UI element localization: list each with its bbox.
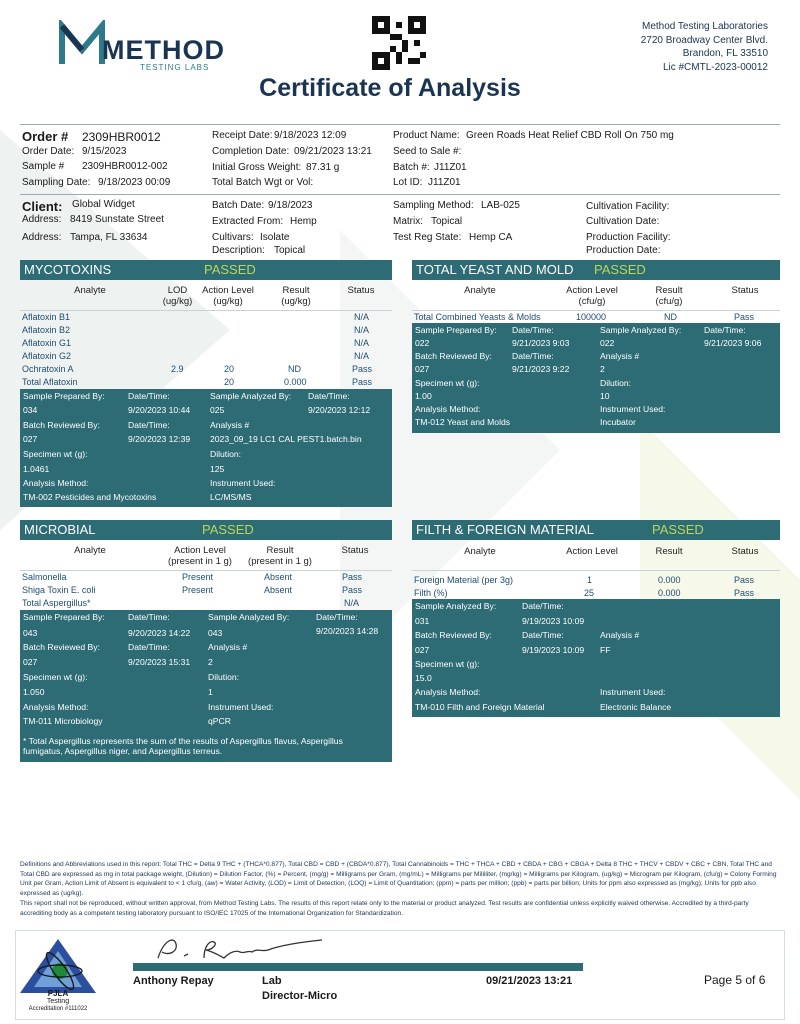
- section-title: TOTAL YEAST AND MOLD: [416, 262, 574, 277]
- pjla-accreditation: Accreditation #111022: [28, 1006, 88, 1012]
- status: Pass: [352, 377, 373, 387]
- dilution-label: Dilution:: [208, 672, 240, 682]
- reviewed-by-label: Batch Reviewed By:: [415, 630, 492, 640]
- analyzed-by-label: Sample Analyzed By:: [208, 612, 290, 622]
- column-header: Status: [731, 285, 759, 296]
- order-number: 2309HBR0012: [82, 130, 161, 144]
- result: 0.000: [284, 377, 307, 387]
- cultivation-facility-label: Cultivation Facility:: [586, 201, 670, 212]
- table-row: [414, 587, 780, 599]
- datetime-label: Date/Time:: [128, 391, 170, 401]
- analyzed-datetime: 9/20/2023 12:12: [308, 405, 371, 415]
- instrument: Electronic Balance: [600, 702, 672, 712]
- client-label: Client:: [22, 199, 63, 214]
- divider: [20, 194, 780, 195]
- completion-label: Completion Date:: [212, 146, 290, 157]
- analyzed-by: 022: [600, 338, 615, 348]
- analyzed-by-label: Sample Analyzed By:: [600, 325, 682, 335]
- page-title: Certificate of Analysis: [259, 74, 521, 102]
- analyte: Total Aflatoxin: [22, 377, 78, 387]
- status: N/A: [344, 598, 360, 608]
- instrument-label: Instrument Used:: [600, 687, 666, 697]
- result: ND: [288, 364, 301, 374]
- client-city: Tampa, FL 33634: [70, 232, 148, 243]
- analyte: Total Aspergillus*: [22, 598, 91, 608]
- action-level: 20: [224, 377, 235, 387]
- action-level: 1: [587, 575, 593, 585]
- prepared-datetime: 9/20/2023 14:22: [128, 628, 191, 638]
- sampling-date: 9/18/2023 00:09: [98, 177, 171, 188]
- reviewed-by-label: Batch Reviewed By:: [23, 642, 100, 652]
- dilution: 1: [208, 687, 213, 697]
- column-header: Action Level (present in 1 g): [168, 545, 232, 567]
- column-header: Result (ug/kg): [281, 285, 311, 307]
- table-row: [22, 584, 392, 596]
- batch-date-label: Batch Date:: [212, 200, 265, 211]
- product-label: Product Name:: [393, 130, 460, 141]
- column-header: Action Level: [566, 546, 618, 557]
- dilution-label: Dilution:: [600, 378, 632, 388]
- dilution-label: Dilution:: [210, 449, 242, 459]
- specimen-label: Specimen wt (g):: [415, 659, 480, 669]
- signer-role-line1: Lab: [262, 975, 282, 987]
- reviewed-by-label: Batch Reviewed By:: [415, 351, 492, 361]
- analysis-number: 2023_09_19 LC1 CAL PEST1.batch.bin: [210, 434, 362, 444]
- reg-state-label: Test Reg State:: [393, 232, 462, 243]
- cultivars-label: Cultivars:: [212, 232, 254, 243]
- column-header: Result: [655, 546, 683, 557]
- section-title: MICROBIAL: [24, 522, 96, 537]
- analysis-method: TM-011 Microbiology: [23, 716, 103, 726]
- prepared-datetime: 9/20/2023 10:44: [128, 405, 191, 415]
- sample-label: Sample #: [22, 161, 65, 172]
- method-label: Analysis Method:: [23, 702, 89, 712]
- datetime-label: Date/Time:: [522, 630, 564, 640]
- analysis-label: Analysis #: [600, 630, 640, 640]
- analysis-label: Analysis #: [600, 351, 640, 361]
- datetime-label: Date/Time:: [316, 612, 358, 622]
- reviewed-by: 027: [23, 434, 38, 444]
- table-row: [22, 376, 392, 388]
- batch-label: Batch #:: [393, 162, 430, 173]
- order-date-label: Order Date:: [22, 146, 75, 157]
- address-label: Address:: [22, 214, 62, 225]
- pjla-seal: [18, 935, 98, 1015]
- datetime-label: Date/Time:: [522, 601, 564, 611]
- sampling-method-label: Sampling Method:: [393, 200, 474, 211]
- instrument: qPCR: [208, 716, 231, 726]
- extracted-from: Hemp: [290, 216, 317, 227]
- reviewed-by-label: Batch Reviewed By:: [23, 420, 100, 430]
- status-badge: PASSED: [652, 522, 704, 537]
- method-label: Analysis Method:: [23, 478, 89, 488]
- specimen-label: Specimen wt (g):: [23, 672, 88, 682]
- action-level: Present: [182, 585, 214, 595]
- completion-date: 09/21/2023 13:21: [294, 146, 372, 157]
- status: Pass: [352, 364, 373, 374]
- analyte: Ochratoxin A: [22, 364, 74, 374]
- column-header: Status: [731, 546, 759, 557]
- column-header: Status: [341, 545, 369, 556]
- divider: [412, 570, 780, 571]
- analyte: Salmonella: [22, 572, 67, 582]
- result: Absent: [264, 585, 293, 595]
- table-row: [414, 574, 780, 586]
- cultivation-date-label: Cultivation Date:: [586, 216, 660, 227]
- column-header: Analyte: [74, 545, 106, 556]
- analysis-method: TM-002 Pesticides and Mycotoxins: [23, 492, 157, 502]
- matrix-label: Matrix:: [393, 216, 423, 227]
- status: N/A: [354, 351, 370, 361]
- status: Pass: [342, 572, 363, 582]
- analyte: Shiga Toxin E. coli: [22, 585, 96, 595]
- yeast-mold-details: [412, 323, 780, 433]
- status-badge: PASSED: [204, 262, 256, 277]
- table-row: [22, 350, 392, 362]
- prepared-by-label: Sample Prepared By:: [415, 325, 497, 335]
- analyte: Foreign Material (per 3g): [414, 575, 514, 585]
- lot-id: J11Z01: [428, 177, 461, 188]
- column-header: Analyte: [74, 285, 106, 296]
- table-row: [22, 337, 392, 349]
- column-header: Status: [347, 285, 375, 296]
- status: Pass: [734, 575, 755, 585]
- analyzed-by-label: Sample Analyzed By:: [415, 601, 497, 611]
- pjla-logo-icon: [18, 935, 98, 997]
- address2-label: Address:: [22, 232, 62, 243]
- sampling-date-label: Sampling Date:: [22, 177, 91, 188]
- reg-state: Hemp CA: [469, 232, 513, 243]
- analysis-number: FF: [600, 645, 611, 655]
- reviewed-by: 027: [415, 645, 430, 655]
- table-row: [22, 324, 392, 336]
- result: ND: [664, 312, 677, 322]
- page-number: Page 5 of 6: [704, 973, 766, 987]
- lab-city: Brandon, FL 33510: [682, 48, 768, 59]
- column-header: Action Level (cfu/g): [566, 285, 618, 307]
- production-facility-label: Production Facility:: [586, 232, 671, 243]
- section-title: MYCOTOXINS: [24, 262, 112, 277]
- datetime-label: Date/Time:: [512, 325, 554, 335]
- column-header: LOD (ug/kg): [162, 285, 193, 307]
- result: Absent: [264, 572, 293, 582]
- specimen-weight: 1.00: [415, 391, 432, 401]
- reviewed-datetime: 9/20/2023 15:31: [128, 657, 191, 667]
- analysis-label: Analysis #: [210, 420, 250, 430]
- divider: [20, 124, 780, 125]
- microbial-details: [20, 610, 392, 762]
- prepared-by-label: Sample Prepared By:: [23, 391, 105, 401]
- analyzed-datetime: 9/20/2023 14:28: [316, 626, 379, 636]
- sampling-method: LAB-025: [481, 200, 520, 211]
- description-label: Description:: [212, 245, 265, 256]
- method-label: Analysis Method:: [415, 687, 481, 697]
- receipt-label: Receipt Date:: [212, 130, 273, 141]
- footer-frame: [15, 930, 785, 1020]
- dilution: 125: [210, 464, 225, 474]
- lot-label: Lot ID:: [393, 177, 423, 188]
- table-row: [22, 571, 392, 583]
- datetime-label: Date/Time:: [128, 420, 170, 430]
- yeast-mold-header: [412, 260, 780, 280]
- dilution: 10: [600, 391, 610, 401]
- batch-number: J11Z01: [434, 162, 467, 173]
- order-date: 9/15/2023: [82, 146, 127, 157]
- logo-m-icon: [58, 20, 106, 66]
- signature-date: 09/21/2023 13:21: [486, 975, 573, 987]
- datetime-label: Date/Time:: [704, 325, 746, 335]
- specimen-weight: 1.050: [23, 687, 45, 697]
- prepared-by: 043: [23, 628, 38, 638]
- analyte: Aflatoxin G1: [22, 338, 72, 348]
- analysis-number: 2: [600, 364, 605, 374]
- analyzed-by-label: Sample Analyzed By:: [210, 391, 292, 401]
- analyte: Filth (%): [414, 588, 448, 598]
- column-header: Analyte: [464, 546, 496, 557]
- status: Pass: [734, 588, 755, 598]
- pjla-subtitle: Testing: [46, 998, 70, 1005]
- result: 0.000: [658, 575, 681, 585]
- analyte: Aflatoxin B1: [22, 312, 71, 322]
- logo-subtitle: TESTING LABS: [140, 63, 210, 72]
- definitions-text: Definitions and Abbreviations used in this report: Total THC = Delta 9 THC + (THCA*0.877), Total CBD = CBD + (CBDA*0.877), Total Cannabinoids = THC + THCA + CBD + CBDA + CBG + CBGA + Delta 8 THC + THCV + CBDV + CBC + CBN, Total THC and Total CBD are expressed as mg in total package weight, (Dilution) = Dilution Factor, (%) = Percent, (mg/g) = Milligrams per Gram, (mg/mL) = Milligrams per Milliliter, (mg/kg) = Milligrams per Kilogram, (ug/kg) = Microgram per Kilogram, (cfu/g) = Colony Forming Unit per Gram, Action Limit of Absent is equivalent to < 1 cfu/g, (aw) = Water Activity, (LOD) = Limit of Detection, (LOQ) = Limit of Quantitation; (ppm) = parts per million; (ppb) = parts per billion; Units for ppm also expressed as (mg/kg); Units for ppb also expressed as (ug/kg).: [20, 861, 777, 897]
- lab-logo: [20, 18, 225, 78]
- status: N/A: [354, 325, 370, 335]
- datetime-label: Date/Time:: [128, 612, 170, 622]
- analyte: Aflatoxin G2: [22, 351, 72, 361]
- column-header: Result (cfu/g): [655, 285, 683, 307]
- matrix: Topical: [431, 216, 463, 227]
- production-date-label: Production Date:: [586, 245, 661, 256]
- reviewed-datetime: 9/20/2023 12:39: [128, 434, 191, 444]
- status-badge: PASSED: [594, 262, 646, 277]
- mycotoxins-details: [20, 389, 392, 507]
- gross-weight: 87.31 g: [306, 162, 340, 173]
- analysis-method: TM-010 Filth and Foreign Material: [415, 702, 545, 712]
- action-level: 20: [224, 364, 235, 374]
- reviewed-by: 027: [415, 364, 430, 374]
- lab-license: Lic #CMTL-2023-00012: [662, 61, 768, 73]
- specimen-label: Specimen wt (g):: [415, 378, 480, 388]
- reviewed-datetime: 9/19/2023 10:09: [522, 645, 585, 655]
- reviewed-by: 027: [23, 657, 38, 667]
- prepared-by: 034: [23, 405, 38, 415]
- microbial-header: [20, 520, 392, 540]
- batch-date: 9/18/2023: [268, 200, 313, 211]
- reviewed-datetime: 9/21/2023 9:22: [512, 364, 570, 374]
- qr-code-icon: [372, 16, 426, 70]
- instrument: LC/MS/MS: [210, 492, 252, 502]
- analysis-number: 2: [208, 657, 213, 667]
- filth-details: [412, 599, 780, 717]
- analyte: Aflatoxin B2: [22, 325, 71, 335]
- datetime-label: Date/Time:: [308, 391, 350, 401]
- instrument: Incubator: [600, 417, 636, 427]
- mycotoxins-header: [20, 260, 392, 280]
- order-label: Order #: [22, 129, 69, 144]
- action-level: 25: [584, 588, 595, 598]
- method-label: Analysis Method:: [415, 404, 481, 414]
- signer-role-line2: Director-Micro: [262, 990, 338, 1002]
- status-badge: PASSED: [202, 522, 254, 537]
- sample-number: 2309HBR0012-002: [82, 161, 168, 172]
- analysis-method: TM-012 Yeast and Molds: [415, 417, 511, 427]
- specimen-label: Specimen wt (g):: [23, 449, 88, 459]
- lab-name: Method Testing Laboratories: [641, 21, 768, 32]
- client-name: Global Widget: [72, 199, 135, 210]
- instrument-label: Instrument Used:: [210, 478, 276, 488]
- section-title: FILTH & FOREIGN MATERIAL: [416, 522, 594, 537]
- action-level: 100000: [576, 312, 607, 322]
- description: Topical: [274, 245, 306, 256]
- lab-street: 2720 Broadway Center Blvd.: [640, 34, 768, 46]
- prepared-by: 022: [415, 338, 430, 348]
- pjla-name: PJLA: [47, 989, 69, 998]
- analyzed-datetime: 9/21/2023 9:06: [704, 338, 762, 348]
- analyzed-by: 025: [210, 405, 225, 415]
- signature-icon: [150, 932, 330, 964]
- analyzed-by: 043: [208, 628, 223, 638]
- instrument-label: Instrument Used:: [600, 404, 666, 414]
- extracted-label: Extracted From:: [212, 216, 284, 227]
- logo-word: METHOD: [102, 35, 225, 65]
- signer-name: Anthony Repay: [133, 975, 214, 987]
- table-row: [22, 311, 392, 323]
- datetime-label: Date/Time:: [512, 351, 554, 361]
- aspergillus-footnote: * Total Aspergillus represents the sum of the results of Aspergillus flavus, Aspergillus fumigatus, Aspergillus niger, and Aspergillus terreus.: [23, 736, 343, 756]
- analyte: Total Combined Yeasts & Molds: [414, 312, 541, 322]
- analyzed-by: 031: [415, 616, 430, 626]
- table-row: [414, 311, 780, 323]
- disclaimer-text: This report shall not be reproduced, without written approval, from Method Testing Labs. The results of this report relate only to the material or product analyzed. Test results are confidential unless explicitly waived otherwise. Accredited by a third-party accrediting body as a competent testing laboratory pursuant to ISO/IEC 17025 of the International Organization for Standardization.: [20, 900, 749, 917]
- status: Pass: [342, 585, 363, 595]
- filth-header: [412, 520, 780, 540]
- status: N/A: [354, 312, 370, 322]
- column-header: Analyte: [464, 285, 496, 296]
- action-level: Present: [182, 572, 214, 582]
- receipt-date: 9/18/2023 12:09: [274, 130, 347, 141]
- client-address: 8419 Sunstate Street: [70, 214, 164, 225]
- column-header: Action Level (ug/kg): [202, 285, 254, 307]
- status: Pass: [734, 312, 755, 322]
- table-row: [22, 597, 392, 609]
- analysis-label: Analysis #: [208, 642, 248, 652]
- prepared-by-label: Sample Prepared By:: [23, 612, 105, 622]
- gross-weight-label: Initial Gross Weight:: [212, 162, 302, 173]
- seed-label: Seed to Sale #:: [393, 146, 462, 157]
- result: 0.000: [658, 588, 681, 598]
- product-name: Green Roads Heat Relief CBD Roll On 750 mg: [466, 130, 674, 141]
- prepared-datetime: 9/21/2023 9:03: [512, 338, 570, 348]
- status: N/A: [354, 338, 370, 348]
- lab-address: [641, 20, 768, 74]
- batch-weight-label: Total Batch Wgt or Vol:: [212, 177, 314, 188]
- lod: 2.9: [171, 364, 184, 374]
- instrument-label: Instrument Used:: [208, 702, 274, 712]
- analyzed-datetime: 9/19/2023 10:09: [522, 616, 585, 626]
- table-row: [22, 363, 392, 375]
- cultivars: Isolate: [260, 232, 290, 243]
- signature-bar: [133, 963, 583, 971]
- datetime-label: Date/Time:: [128, 642, 170, 652]
- specimen-weight: 15.0: [415, 673, 432, 683]
- specimen-weight: 1.0461: [23, 464, 50, 474]
- column-header: Result (present in 1 g): [248, 545, 312, 567]
